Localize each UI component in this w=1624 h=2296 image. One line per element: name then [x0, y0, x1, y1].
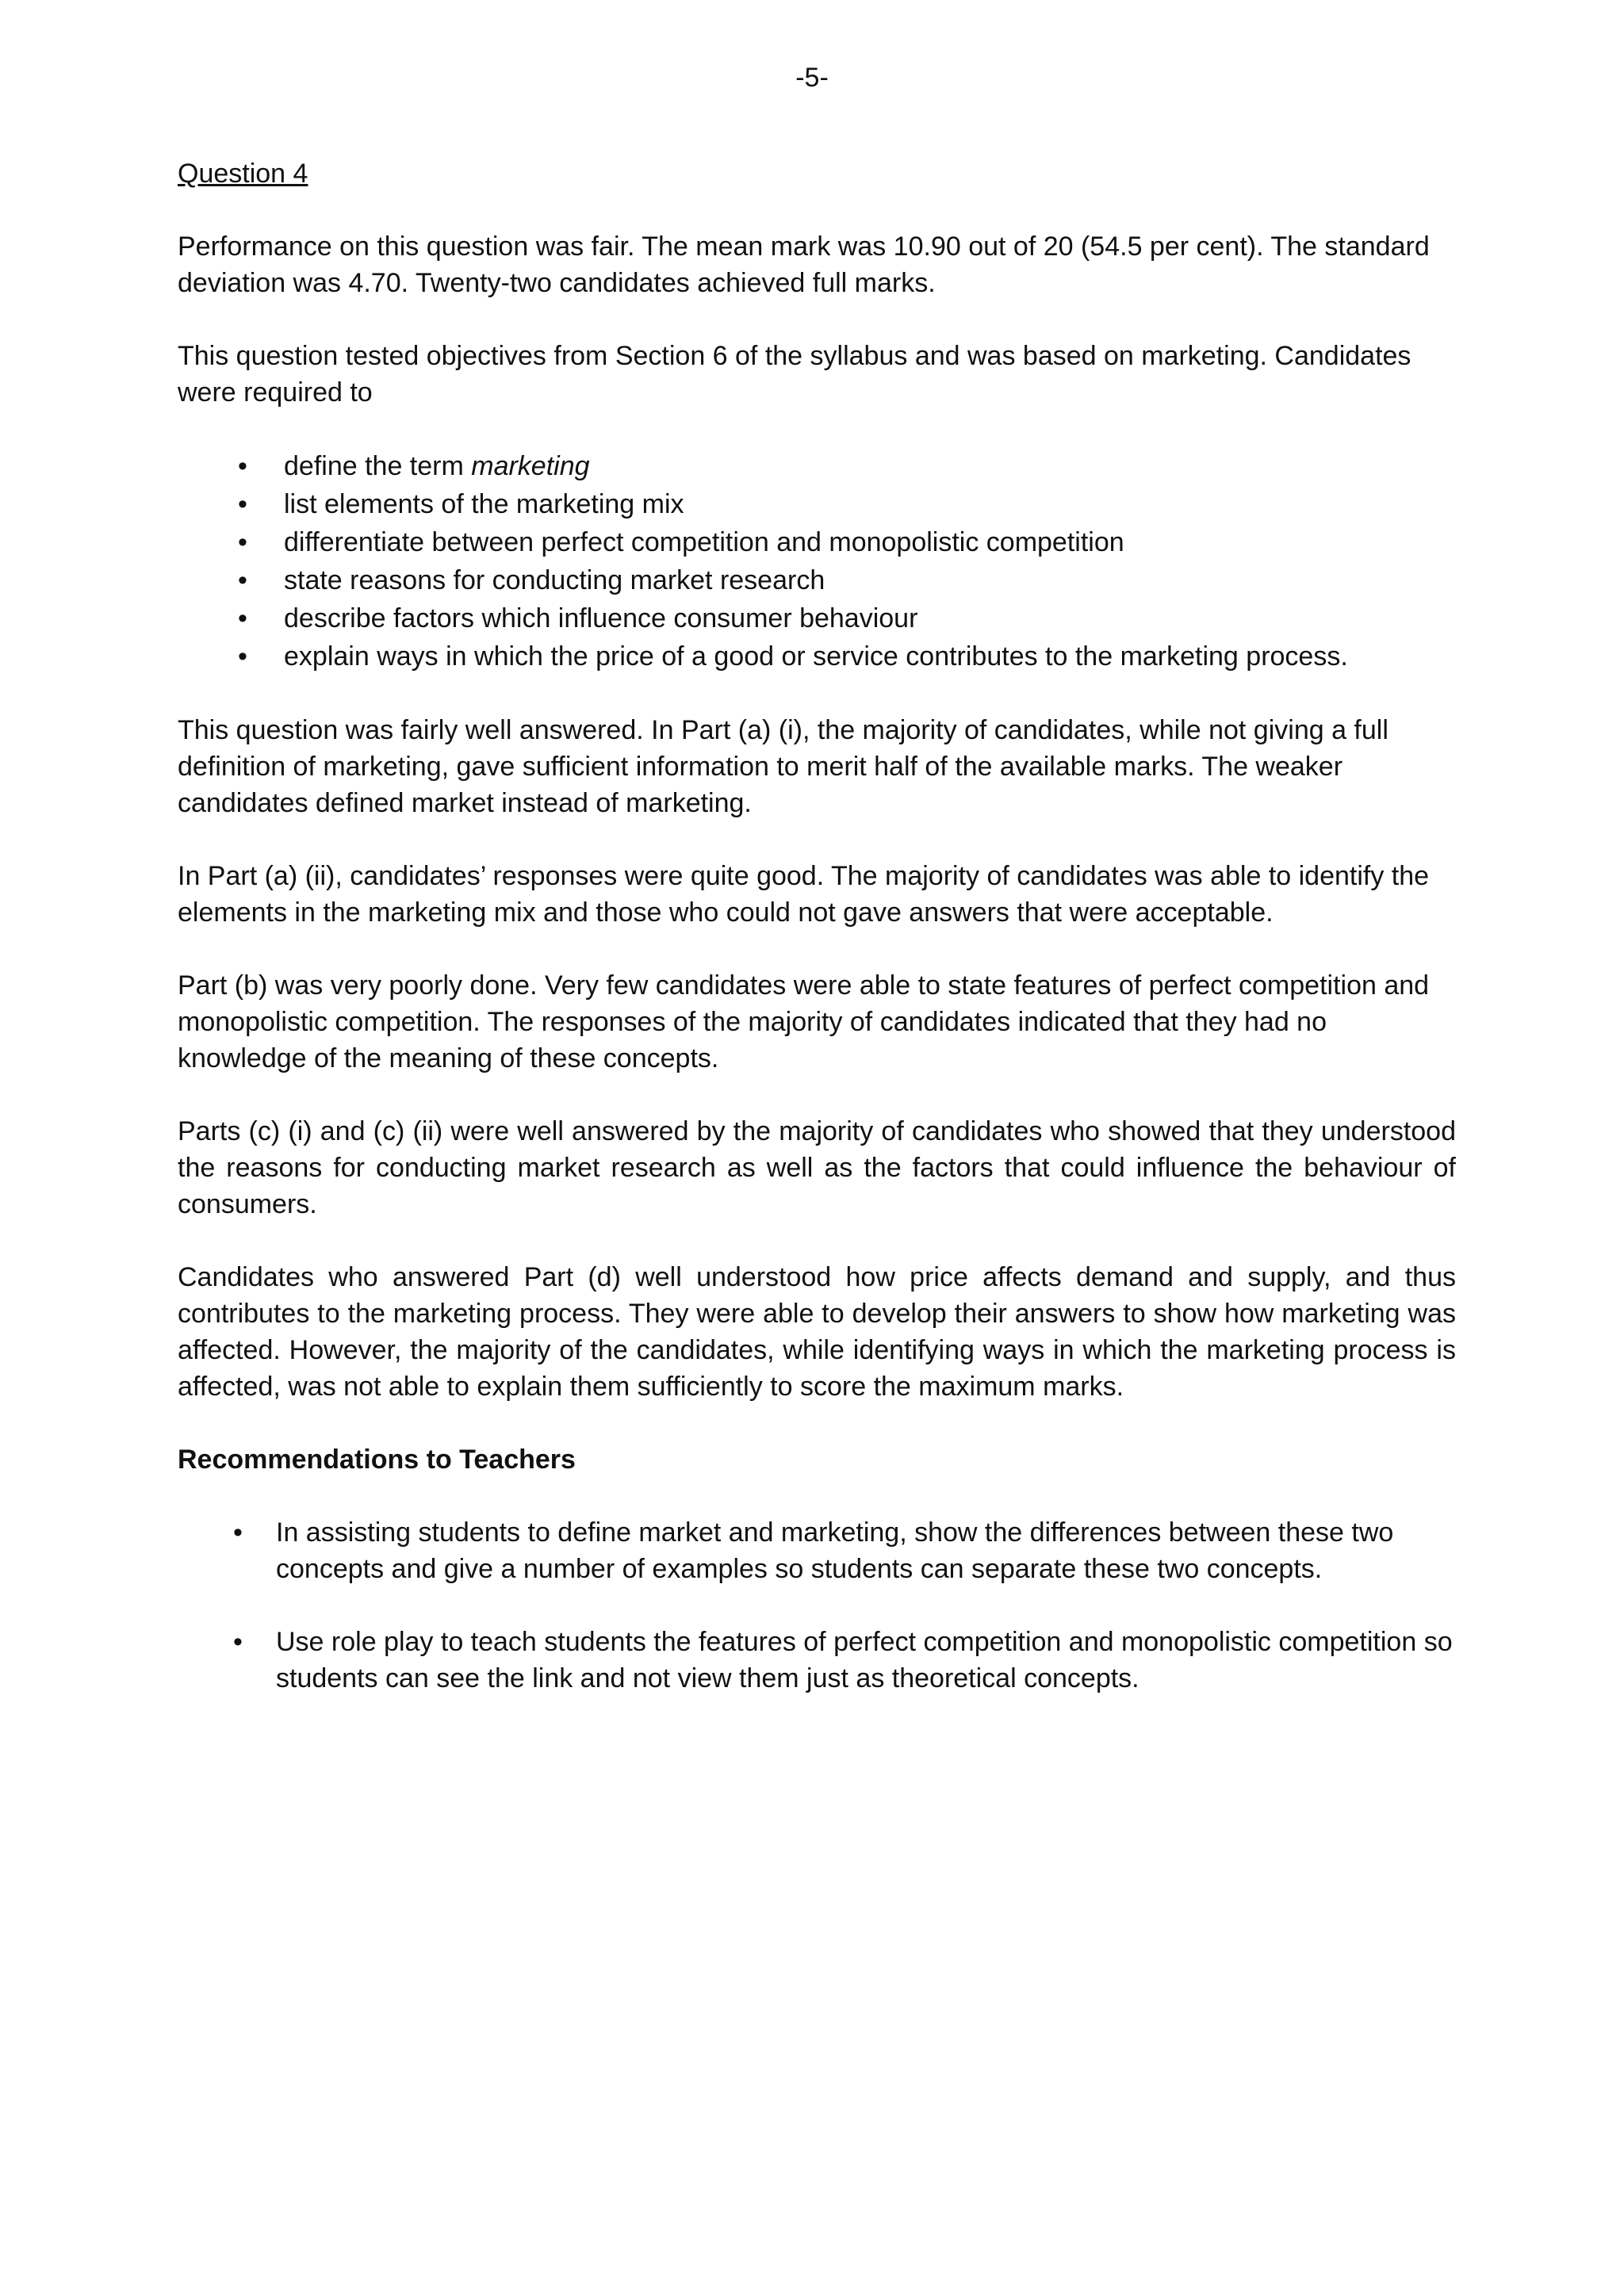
bullet-icon: • [238, 451, 247, 481]
list-item [178, 637, 1456, 675]
bullet-icon: • [233, 1517, 243, 1548]
objective-text: define the term [284, 451, 472, 481]
part-a-i-paragraph: This question was fairly well answered. In Part (a) (i), the majority of candidates, while not giving a full definition of marketing, gave sufficient information to merit half of the available marks. The weaker candidates defined market instead of marketing. [178, 715, 1388, 818]
bullet-icon: • [238, 527, 247, 557]
page-content [178, 155, 1456, 1733]
bullet-icon: • [238, 565, 247, 595]
list-item [178, 523, 1456, 561]
list-item [178, 447, 1456, 485]
list-item [178, 599, 1456, 637]
objective-text: state reasons for conducting market research [284, 565, 825, 595]
objective-text: differentiate between perfect competition and monopolistic competition [284, 527, 1124, 557]
recommendation-text: In assisting students to define market and marketing, show the differences between these two concepts and give a number of examples so students can separate these two concepts. [276, 1517, 1394, 1584]
bullet-icon: • [238, 603, 247, 633]
list-item [178, 1624, 1456, 1697]
list-item [178, 561, 1456, 599]
page-number: -5- [795, 63, 829, 93]
objective-text: describe factors which influence consumer behaviour [284, 603, 918, 633]
part-a-ii-paragraph: In Part (a) (ii), candidates’ responses were quite good. The majority of candidates was able to identify the elements in the marketing mix and those who could not gave answers that were acceptable. [178, 861, 1430, 928]
bullet-icon: • [238, 641, 247, 672]
recommendations-heading: Recommendations to Teachers [178, 1445, 576, 1475]
bullet-icon: • [238, 489, 247, 519]
part-b-paragraph: Part (b) was very poorly done. Very few candidates were able to state features of perfect competition and monopolistic competition. The responses of the majority of candidates indicated that they had no knowledge of the meaning of these concepts. [178, 970, 1430, 1073]
recommendation-text: Use role play to teach students the features of perfect competition and monopolistic competition so students can see the link and not view them just as theoretical concepts. [276, 1627, 1453, 1693]
part-c-paragraph: Parts (c) (i) and (c) (ii) were well answered by the majority of candidates who showed that they understood the reasons for conducting market research as well as the factors that could influence the behaviour of consumers. [178, 1116, 1456, 1219]
part-d-paragraph: Candidates who answered Part (d) well understood how price affects demand and supply, and thus contributes to the marketing process. They were able to develop their answers to show how marketing was affected. However, the majority of the candidates, while identifying ways in which the marketing process is affected, was not able to explain them sufficiently to score the maximum marks. [178, 1262, 1456, 1402]
list-item [178, 485, 1456, 523]
list-item [178, 1514, 1456, 1587]
recommendations-list [178, 1514, 1456, 1697]
performance-paragraph: Performance on this question was fair. The mean mark was 10.90 out of 20 (54.5 per cent). The standard deviation was 4.70. Twenty-two candidates achieved full marks. [178, 232, 1430, 298]
syllabus-paragraph: This question tested objectives from Section 6 of the syllabus and was based on marketing. Candidates were required to [178, 341, 1411, 408]
objective-text: list elements of the marketing mix [284, 489, 684, 519]
objective-text: explain ways in which the price of a good or service contributes to the marketing process. [284, 641, 1348, 672]
question-heading: Question 4 [178, 159, 308, 189]
objective-italic-term: marketing [471, 451, 590, 481]
objectives-list [178, 447, 1456, 675]
bullet-icon: • [233, 1627, 243, 1657]
